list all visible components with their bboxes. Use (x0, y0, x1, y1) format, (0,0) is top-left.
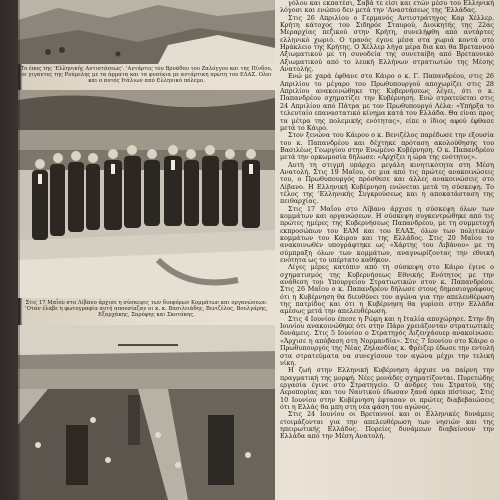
body-paragraph: Λίγες μέρες κατόπιν από τη σύσκεψη στο Κάιρο έγινε ο σχηματισμός της Κυβερνήσεως Εθνικής Ενότητος με την ανάθεση του Υπουργείου Στρατιωτικών στον κ. Παπανδρέου. Στις 26 Μαΐου ο κ. Παπανδρέου δήλωσε στους δημοσιογράφους ότι η Κυβέρνηση θα διευθύνει τον αγώνα για την απελευθέρωση της πατρίδος και ότι η Κυβέρνηση θα γυρίσει στην Ελλάδα αμέσως μετά την απελευθέρωση. (280, 263, 494, 316)
mountain-landscape-image (18, 0, 275, 64)
text-column (280, 0, 494, 500)
body-paragraph: Η ζωή στην Ελληνική Κυβέρνηση άρχισε να παίρνη την πραγματική της μορφή. Νέες μονάδες σχηματίζονται. Πυρετώδης εργασία έγινε στο Στρατηγείο. Ο άνδρες του Στρατού, της Αεροπορίας και του Ναυτικού έδωσαν ξανά όρκο πίστεως. Στις 10 Ιουνίου στην Κυβέρνηση έφτασαν οι πρώτες διαβεβαιώσεις ότι η Ελλάς θα μπη στη νέα φάση του αγώνος. (280, 366, 494, 411)
body-paragraph: Στις 26 Απριλίου ο Γερμανός Αντιστράτηγος Καρ Χέλλερ. Κρήτη κάτοχος του Σιδηρόε Σταυρού, Διοικητής της 22ας Μεραρχίας πεζικού στην Κρήτη, συνελήφθη από αντάρτες ελληνικό χωριό. Ο τρανός έγινε μέσα στα χωριά κοντά στο Ηράκλειο της Κρήτης. Ο Χέλλερ λήγα μέρα δια και θα Βρεταννού Αξιωματικού με τη συνοδεία της συνεταίβη από Βρεταννικό Αξιωματικού από το λευκή Ελλήνων στρατιωτών της Μέσης Ανατολής. (280, 13, 494, 74)
body-paragraph: γόλου και εκπατέσι, Σαβά τε είσι και ετών μέσυ του Ελληνική λόγοσι και ενώπιο δεν μετά την 'Αναστάσεως της 'Ελλάδας. (280, 0, 494, 15)
body-paragraph: Αυτή τη στιγμή υπάρχει μεγάλη κινητικότητα στη Μέση Ανατολή. Στις 19 Μαΐου, σε μια από τις πρώτες ανακοινώσεις του, ο Πρωθυπουργός πρόσθεσε και άλλες ανακοινώσεις στο Λίβανο. Η Ελληνική Κυβέρνηση ενώνεται μετά τη σύσκεψη. Το τέλος της 'Ελληνικής Συγκρούσεως και η αποκατάσταση της πειθαρχίας. (280, 160, 494, 206)
body-paragraph: Στις 17 Μαΐου στο Λίβανο άρχισε η σύσκεψη όλων των κομμάτων και οργανώσεων. Η σύσκεψη συγκεντρώθηκε από τις πρώτες ημέρες της Κυβερνήσεως Παπανδρέου, με τη συμμετοχή εκπροσώπων του ΕΑΜ και του ΕΛΑΣ, όλων των πολιτικών κομμάτων του Κάιρου και της Ελλάδος. Στις 20 Μαΐου το ανακοινωθέν υπογράφτηκε ως «Χάρτης του Λιβάνου» με τη σύμπραξη όλων των κομμάτων, αναγνωρίζοντας την εθνική ενότητα ως το υπέρτατο καθήκον. (280, 204, 494, 265)
page-fold-shadow (18, 0, 20, 500)
photo-ship-deck (18, 325, 275, 500)
body-paragraph: Στις 4 Ιουνίου έπεσε η Ρώμη και η Ιταλία αποχώρησε. Στην 8η Ιουνίου ανακοινώθηκε ότι στην Πάρο χρειάζονταν στρατιωτικές δυνάμεις. Στις 5 Ιουνίου ο Στρατηγός Αιζενχάουερ ανακοίνωσε: «Άρχισε η απόβαση στη Νορμανδία». Στις 7 Ιουνίου στο Κάιρο ο Πρωθυπουργός της Νέας Ζηλανδίας κ. Φρέιζερ έδωσε την εντολή στα στρατεύματα να συνεχίσουν τον αγώνα μέχρι την τελική νίκη. (280, 314, 494, 367)
body-paragraph: Στις 24 Ιουνίου οι Βρεταννοί και οι Ελληνικές δυνάμεις ετοιμάζονται για την απελευθέρωση των νησιών και της ηπειρωτικής Ελλάδος. Πορείες δυνάμεων διαβαίνουν την Ελλάδα από την Μέση Ανατολή. (280, 410, 494, 441)
body-paragraph: Στον ξενώνα του Κάιρου ο κ. Βενιζέλος παρέδωσε την εξουσία του κ. Παπανδρέου και δέχτηκε πρόταση ακολούθησης του Βασιλέως Γεωργίου στην Ενωμένο Κυβέρνηση. Ο κ. Παπανδρέου μετά την ορκωμοσία δήλωσε: «Αρχίζει η ώρα της ενότητος». (280, 131, 494, 162)
photo-column (18, 0, 275, 500)
ship-deck-image (18, 325, 275, 500)
photo-lebanon-conference (18, 90, 275, 298)
group-photo-image (18, 90, 275, 298)
caption-top: Το έπος της 'Ελληνικής Αντιστάσεως'. 'Αντάρτες του Βρυάθου του Ζαλόγγου και της Πίνδου, οι γιγαντες της Ρούμελης με τα άρματα και τα φυσέκια με αντάρτικη πρώτη του ΕΛΑΣ. Ολοι και ο αυτός Ιτάλιων από Ελληνικό πόλεμο. (20, 66, 273, 85)
body-paragraph: Ενώ με χαρά έφθανε στο Κάιρο ο κ. Γ. Παπανδρέου, στις 26 Απριλίου το μέγαρο του Πρωθυπουργού αποχωρίζει στις 28 Απριλίου ανακοινώθηκε της Κυβερνήσεως λέγει, ότι ο κ. Παπανδρέου σχηματίζει την Κυβέρνηση. Ενώ στρατεύεται στις 24 Απριλίου από Πάτρα με τον Πρωθυπουργό Λέλα: «Υπήρξα το τελευταίο επαναστατικό κίνημα κατά του Ελλάδα. Θα είναι προς τα μέτρα της πολεμικής ενότητας», είπε ο ίδιος αφού έφθασε μετά το Κάιρο. (280, 72, 494, 132)
photo-mountain-guerrillas (18, 0, 275, 64)
caption-middle: Στις 17 Μαΐου στο Λίβανο άρχισε η σύσκεψις των διαφόρων Κομμάτων και οργανώσεων. 'Οταν έλαβε η φωτογραφία αυτή απουσίαζαν οι κ. κ. Βασιλειάδης, Βενιζέλος, Βουλγάρης, Εξαρχάκης, Σαρόφης και Σκοτάκης. (25, 300, 268, 319)
